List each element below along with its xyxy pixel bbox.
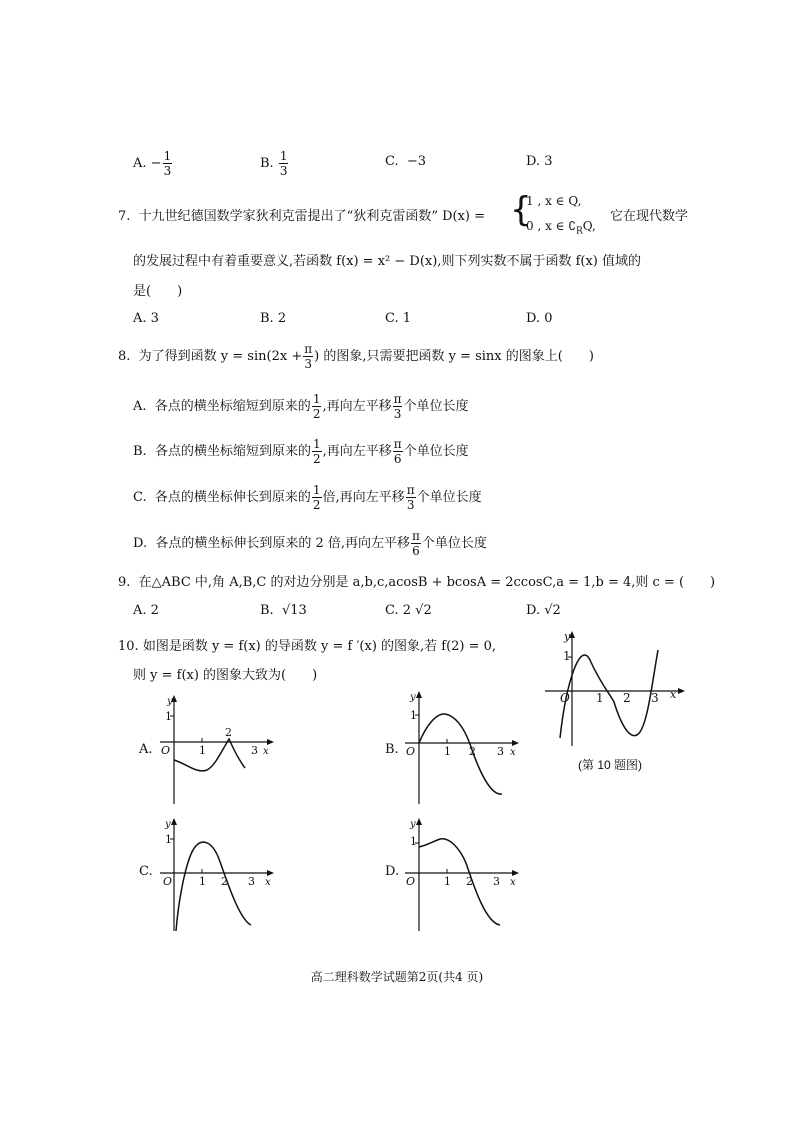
graph-label: 1: [444, 875, 451, 888]
q8-option-a: A. 各点的横坐标缩短到原来的 $\frac{1}{2}$ ,再向左平移 $\frac{\pi}{3}$ 个单位长度: [133, 392, 469, 421]
graph-label: y: [410, 819, 416, 830]
q10-option-b-label: B.: [385, 742, 399, 757]
graph-label: 1: [596, 691, 604, 705]
figure-caption: (第 10 题图): [578, 758, 643, 772]
graph-label: y: [167, 696, 173, 707]
graph-label: x: [510, 747, 516, 758]
piecewise-brace: {: [510, 190, 532, 230]
q6-option-a: A. − $\frac{1}{3}$: [133, 149, 172, 178]
fraction: $\frac{1}{2}$: [312, 392, 321, 421]
graph-label: 3: [497, 745, 504, 758]
q8-stem: 8. 为了得到函数 y = sin(2x + $\frac{\pi}{3}$ ) 的图象,只需要把函数 y = sinx 的图象上( ): [118, 342, 594, 371]
q10-option-a-label: A.: [139, 742, 153, 757]
q9-option-d: D. √2: [526, 603, 561, 618]
graph-label: O: [560, 691, 570, 705]
q10-option-d-label: D.: [385, 864, 400, 879]
graph-label: O: [163, 875, 173, 888]
q9-option-a: A. 2: [133, 603, 159, 618]
fraction: $\frac{1}{3}$: [279, 149, 288, 178]
graph-label: x: [263, 746, 269, 757]
graph-label: O: [161, 744, 171, 757]
q9-option-b: B. √13: [260, 603, 307, 618]
graph-label: 3: [251, 744, 258, 757]
q8-option-c: C. 各点的横坐标伸长到原来的 $\frac{1}{2}$ 倍,再向左平移 $\frac{\pi}{3}$ 个单位长度: [133, 483, 482, 512]
q7-option-a: A. 3: [133, 311, 159, 326]
q7-option-b: B. 2: [260, 311, 287, 326]
q8-option-b: B. 各点的横坐标缩短到原来的 $\frac{1}{2}$ ,再向左平移 $\frac{\pi}{6}$ 个单位长度: [133, 437, 469, 466]
graph-label: 2: [225, 726, 232, 739]
q7-case1: 1 , x ∈ Q,: [526, 194, 582, 208]
option-c-graph: [155, 815, 285, 935]
graph-label: 3: [493, 875, 500, 888]
graph-label: y: [410, 692, 416, 703]
graph-label: y: [564, 630, 571, 643]
option-b-graph: [400, 688, 530, 808]
option-d-graph: [400, 815, 530, 935]
q10-option-c-label: C.: [139, 864, 153, 879]
graph-label: 1: [199, 875, 206, 888]
graph-label: 1: [410, 709, 417, 722]
fraction: $\frac{\pi}{3}$: [406, 483, 415, 512]
q6-option-d: D. 3: [526, 154, 553, 169]
fraction: $\frac{\pi}{3}$: [304, 342, 313, 371]
q9-option-c: C. 2 √2: [385, 603, 432, 618]
q7-case2: 0 , x ∈ $∁_RQ$,: [526, 219, 596, 237]
fraction: $\frac{1}{2}$: [312, 483, 321, 512]
q10-line2: 则 y = f(x) 的图象大致为( ): [133, 668, 318, 683]
q6-option-c: C. −3: [385, 154, 427, 169]
graph-label: 1: [165, 710, 172, 723]
graph-label: 1: [199, 744, 206, 757]
graph-label: 3: [248, 875, 255, 888]
fraction: $\frac{\pi}{3}$: [393, 392, 402, 421]
graph-label: 1: [165, 833, 172, 846]
graph-label: 2: [469, 745, 476, 758]
option-a-graph: [155, 692, 285, 812]
q7-line3: 是( ): [133, 284, 183, 299]
q7-option-c: C. 1: [385, 311, 412, 326]
graph-label: y: [165, 819, 171, 830]
graph-label: O: [406, 745, 416, 758]
graph-label: 1: [410, 835, 417, 848]
graph-label: 2: [466, 875, 473, 888]
fraction: $\frac{1}{2}$: [312, 437, 321, 466]
graph-label: x: [670, 688, 677, 701]
page-footer: 高二理科数学试题第2页(共4 页): [310, 970, 484, 984]
graph-label: 2: [221, 875, 228, 888]
q7-line1: 7. 十九世纪德国数学家狄利克雷提出了“狄利克雷函数” D(x) =: [118, 209, 486, 224]
graph-label: x: [510, 877, 516, 888]
q10-line1: 10. 如图是函数 y = f(x) 的导函数 y = f ′(x) 的图象,若 f(2) = 0,: [118, 639, 497, 654]
q6-option-b: B. $\frac{1}{3}$: [260, 149, 288, 178]
graph-label: O: [406, 875, 416, 888]
q7-line1-end: 它在现代数学: [610, 209, 689, 224]
graph-label: 1: [444, 745, 451, 758]
graph-label: 3: [651, 691, 659, 705]
q7-option-d: D. 0: [526, 311, 553, 326]
q7-line2: 的发展过程中有着重要意义,若函数 f(x) = x² − D(x),则下列实数不属于函数 f(x) 值域的: [133, 254, 641, 269]
fraction: $\frac{1}{3}$: [163, 149, 172, 178]
graph-label: x: [265, 877, 271, 888]
graph-label: 2: [623, 691, 631, 705]
q9-stem: 9. 在△ABC 中,角 A,B,C 的对边分别是 a,b,c,acosB + bcosA = 2ccosC,a = 1,b = 4,则 c = ( ): [118, 575, 716, 590]
fraction: $\frac{\pi}{6}$: [412, 529, 420, 558]
derivative-graph: [540, 628, 690, 753]
q8-option-d: D. 各点的横坐标伸长到原来的 2 倍,再向左平移 $\frac{\pi}{6}$ 个单位长度: [133, 529, 487, 558]
fraction: $\frac{\pi}{6}$: [393, 437, 402, 466]
graph-label: 1: [563, 649, 571, 663]
